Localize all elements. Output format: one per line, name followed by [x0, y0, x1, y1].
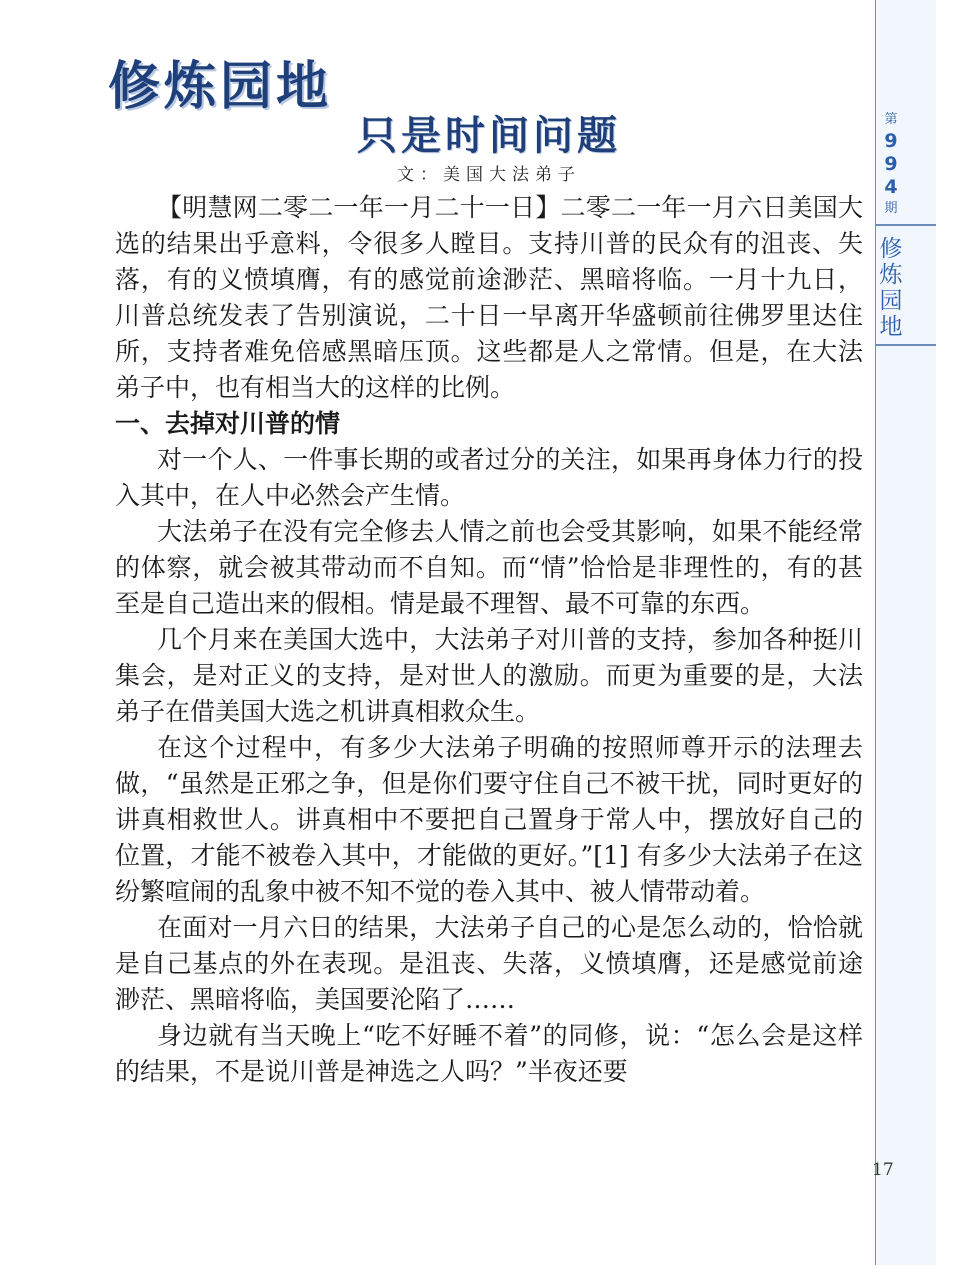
- sidebar-divider: [876, 344, 936, 346]
- page-number: 17: [872, 1160, 894, 1180]
- article-body: [115, 190, 863, 1090]
- issue-label: [876, 110, 906, 219]
- issue-prefix: 第: [884, 112, 898, 127]
- subheading: 一、去掉对川普的情: [115, 409, 341, 438]
- paragraph: 在面对一月六日的结果，大法弟子自己的心是怎么动的，恰恰就是自己基点的外在表现。是沮丧、失落，义愤填膺，还是感觉前途渺茫、黑暗将临，美国要沦陷了……: [115, 913, 863, 1014]
- paragraph: 对一个人、一件事长期的或者过分的关注，如果再身体力行的投入其中，在人中必然会产生情。: [115, 445, 863, 510]
- sidebar-section-char: 炼: [879, 262, 903, 288]
- sidebar-section-label: [876, 236, 906, 340]
- issue-digit: 9: [884, 153, 898, 175]
- paragraph: 在这个过程中，有多少大法弟子明确的按照师尊开示的法理去做，“虽然是正邪之争，但是你们要守住自己不被干扰，同时更好的讲真相救世人。讲真相中不要把自己置身于常人中，摆放好自己的位置，才能不被卷入其中，才能做的更好。”[1] 有多少大法弟子在这纷繁喧闹的乱象中被不知不觉的卷入其中、被人情带动着。: [115, 733, 863, 906]
- issue-digit: 4: [884, 176, 898, 198]
- sidebar: [875, 0, 936, 1265]
- paragraph: 几个月来在美国大选中，大法弟子对川普的支持，参加各种挺川集会，是对正义的支持，是对世人的激励。而更为重要的是，大法弟子在借美国大选之机讲真相救众生。: [115, 625, 863, 726]
- sidebar-divider: [876, 224, 936, 226]
- section-title: 修炼园地: [108, 57, 333, 117]
- sidebar-section-char: 地: [879, 314, 903, 340]
- byline: 文：美国大法弟子: [397, 165, 581, 185]
- paragraph: 身边就有当天晚上“吃不好睡不着”的同修，说：“怎么会是这样的结果，不是说川普是神选之人吗？”半夜还要: [115, 1021, 863, 1086]
- issue-suffix: 期: [884, 201, 898, 216]
- paragraph: 【明慧网二零二一年一月二十一日】二零二一年一月六日美国大选的结果出乎意料，令很多人瞠目。支持川普的民众有的沮丧、失落，有的义愤填膺，有的感觉前途渺茫、黑暗将临。一月十九日，川普总统发表了告别演说，二十日一早离开华盛顿前往佛罗里达住所，支持者难免倍感黑暗压顶。这些都是人之常情。但是，在大法弟子中，也有相当大的这样的比例。: [115, 193, 863, 402]
- issue-digit: 9: [884, 130, 898, 152]
- sidebar-section-char: 修: [879, 236, 903, 262]
- article-title: 只是时间问题: [357, 113, 621, 159]
- sidebar-section-char: 园: [879, 288, 903, 314]
- paragraph: 大法弟子在没有完全修去人情之前也会受其影响，如果不能经常的体察，就会被其带动而不自知。而“情”恰恰是非理性的，有的甚至是自己造出来的假相。情是最不理智、最不可靠的东西。: [115, 517, 863, 618]
